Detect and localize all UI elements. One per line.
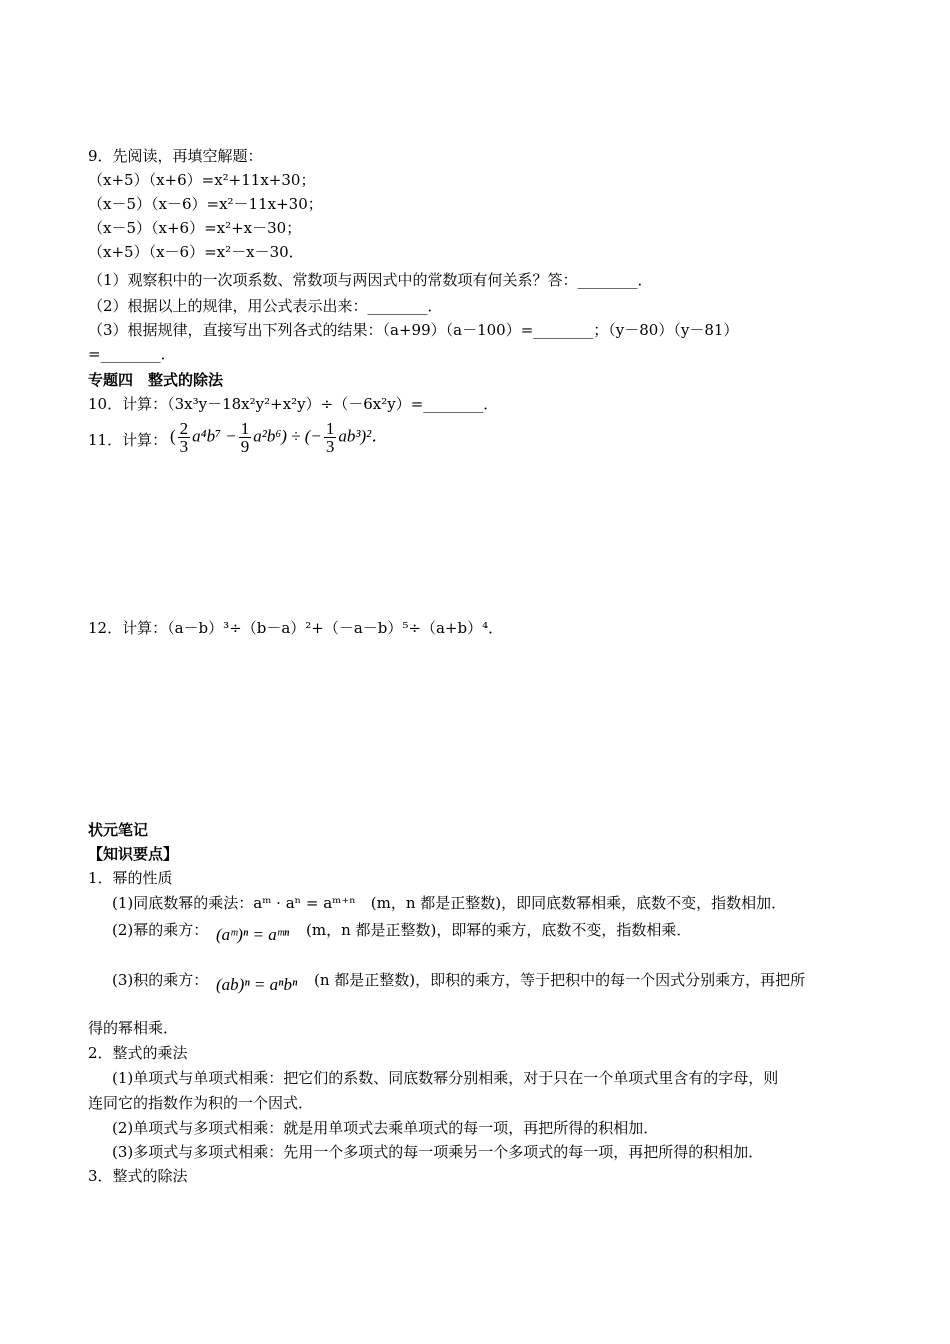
- q9-eq4: （x+5）（x－6）=x²－x－30．: [88, 243, 304, 261]
- q9-part3-cont: =________．: [88, 345, 176, 363]
- q11-formula: ( $\frac{2}{3}$ a⁴b⁷ − $\frac{1}{9}$ a²b⁶) ÷ (− $\frac{1}{3}$ ab³)²．: [170, 419, 389, 456]
- q11-term3: ab³)²．: [338, 426, 389, 446]
- q11-frac1: $\frac{2}{3}$: [179, 419, 189, 456]
- rule-power-of-product-label: (3)积的乘方：: [112, 971, 209, 989]
- rule-mono-mono-cont: 连同它的指数作为积的一个因式．: [88, 1094, 314, 1112]
- q9-eq1: （x+5）（x+6）=x²+11x+30；: [88, 171, 316, 189]
- notes-heading-1: 1．幂的性质: [88, 869, 173, 887]
- q10-text: 10．计算：（3x³y－18x²y²+x²y）÷（－6x²y）=________．: [88, 395, 499, 413]
- rule-power-of-product-formula: (ab)ⁿ = aⁿbⁿ: [216, 975, 298, 994]
- q11-term2: a²b⁶) ÷ (−: [253, 426, 322, 446]
- notes-heading-3: 3．整式的除法: [88, 1167, 188, 1185]
- rule-mono-poly: (2)单项式与多项式相乘：就是用单项式去乘单项式的每一项，再把所得的积相加．: [112, 1119, 659, 1137]
- notes-heading-2: 2．整式的乘法: [88, 1044, 188, 1062]
- q11-label: 11．计算：: [88, 431, 168, 449]
- q11-term1: a⁴b⁷ −: [192, 426, 237, 446]
- notes-section: 【知识要点】: [88, 845, 179, 863]
- rule-power-of-power-text: (m，n 都是正整数)，即幂的乘方，底数不变，指数相乘．: [306, 921, 692, 939]
- rule-product-same-base: (1)同底数幂的乘法：aᵐ · aⁿ = aᵐ⁺ⁿ (m，n 都是正整数)，即同底数幂相乘，底数不变，指数相加．: [112, 894, 787, 912]
- topic4-heading: 专题四 整式的除法: [88, 371, 224, 389]
- rule-power-of-product-text: (n 都是正整数)，即积的乘方，等于把积中的每一个因式分别乘方，再把所: [314, 971, 806, 989]
- q9-eq3: （x－5）（x+6）=x²+x－30；: [88, 219, 302, 237]
- q11-frac2: $\frac{1}{9}$: [240, 419, 250, 456]
- q12-text: 12．计算：（a－b）³÷（b－a）²+（－a－b）⁵÷（a+b）⁴．: [88, 619, 504, 637]
- q9-part1: （1）观察积中的一次项系数、常数项与两因式中的常数项有何关系？答：________．: [88, 271, 653, 289]
- q9-part2: （2）根据以上的规律，用公式表示出来：________．: [88, 297, 443, 315]
- notes-title: 状元笔记: [88, 821, 149, 839]
- rule-power-of-power-label: (2)幂的乘方：: [112, 921, 209, 939]
- q9-eq2: （x－5）（x－6）=x²－11x+30；: [88, 195, 323, 213]
- rule-power-of-power-formula: (aᵐ)ⁿ = aᵐⁿ: [216, 925, 290, 944]
- rule-poly-poly: (3)多项式与多项式相乘：先用一个多项式的每一项乘另一个多项式的每一项，再把所得的积相加．: [112, 1143, 764, 1161]
- q9-title: 9．先阅读，再填空解题：: [88, 147, 263, 165]
- q11-frac3: $\frac{1}{3}$: [325, 419, 335, 456]
- q9-part3: （3）根据规律，直接写出下列各式的结果：（a+99）（a－100）=________；（y－80）（y－81）: [88, 321, 739, 339]
- rule-mono-mono: (1)单项式与单项式相乘：把它们的系数、同底数幂分别相乘，对于只在一个单项式里含有的字母，则: [112, 1069, 779, 1087]
- rule-power-of-product-cont: 得的幂相乘．: [88, 1019, 179, 1037]
